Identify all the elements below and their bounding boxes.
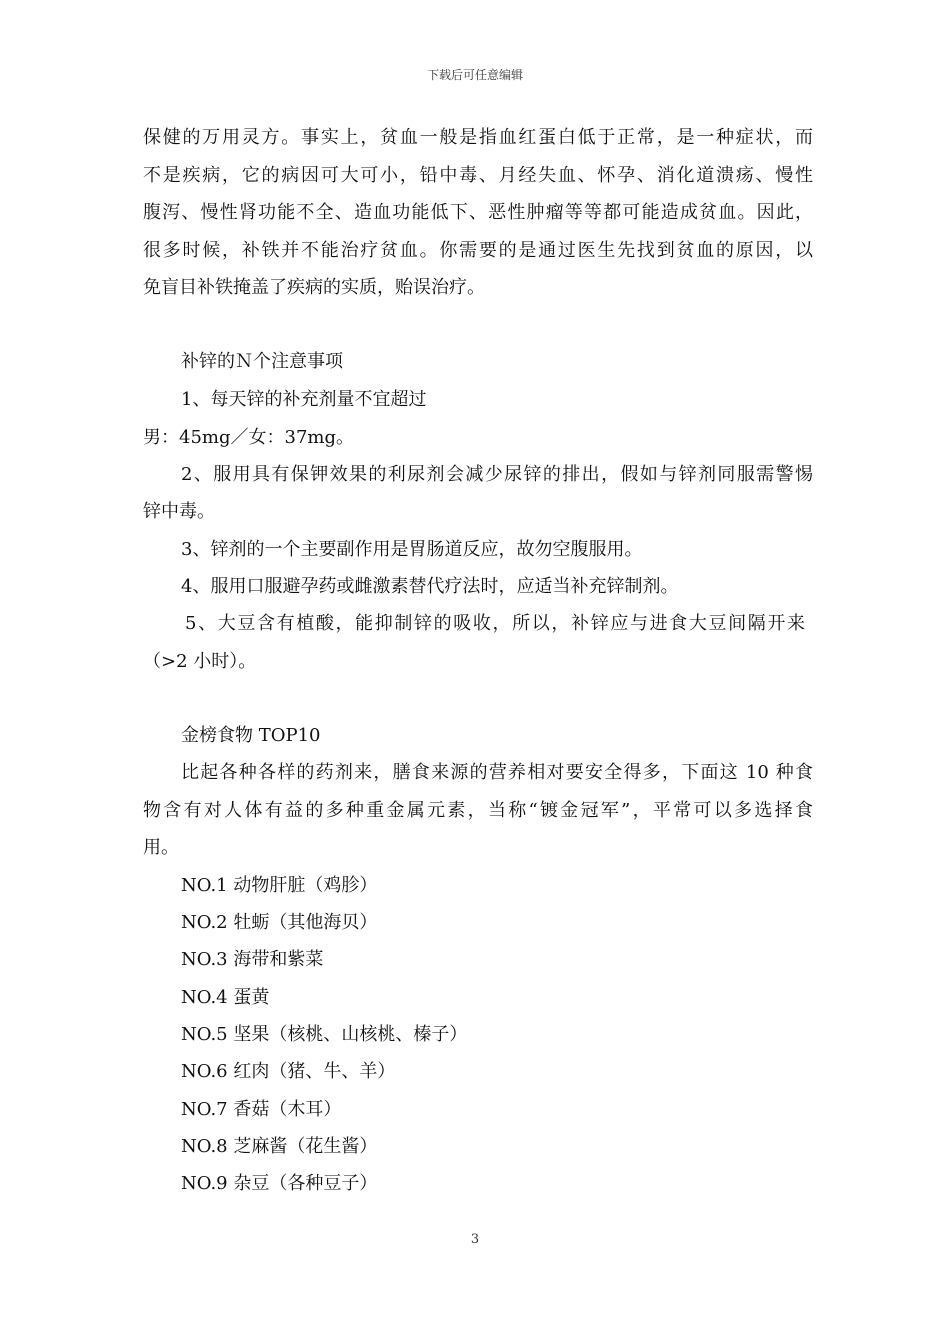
- foods-intro-line: 物含有对人体有益的多种重金属元素，当称“镀金冠军”，平常可以多选择食: [143, 800, 813, 821]
- food-item: NO.5 坚果（核桃、山核桃、榛子）: [181, 1024, 468, 1045]
- zinc-item-5-cont: （>2 小时）。: [143, 651, 257, 672]
- paragraph-line: 保健的万用灵方。事实上，贫血一般是指血红蛋白低于正常，是一种症状，而: [143, 127, 813, 148]
- page-number: 3: [470, 1232, 480, 1247]
- zinc-item-2-cont: 锌中毒。: [143, 501, 215, 522]
- zinc-item-1: 1、每天锌的补充剂量不宜超过: [181, 389, 427, 410]
- paragraph-line: 腹泻、慢性肾功能不全、造血功能低下、恶性肿瘤等等都可能造成贫血。因此，: [143, 202, 813, 223]
- foods-intro-line: 比起各种各样的药剂来，膳食来源的营养相对要安全得多，下面这 10 种食: [181, 762, 813, 783]
- zinc-item-2: 2、服用具有保钾效果的利尿剂会减少尿锌的排出，假如与锌剂同服需警惕: [181, 464, 813, 485]
- food-item: NO.2 牡蛎（其他海贝）: [181, 912, 378, 933]
- food-item: NO.7 香菇（木耳）: [181, 1099, 342, 1120]
- food-item: NO.1 动物肝脏（鸡胗）: [181, 875, 378, 896]
- zinc-item-5: 5、大豆含有植酸，能抑制锌的吸收，所以，补锌应与进食大豆间隔开来: [185, 613, 805, 634]
- page-header: 下载后可任意编辑: [426, 68, 523, 82]
- section-heading-zinc: 补锌的Ｎ个注意事项: [181, 351, 343, 372]
- paragraph-line: 很多时候，补铁并不能治疗贫血。你需要的是通过医生先找到贫血的原因，以: [143, 240, 813, 261]
- zinc-item-3: 3、锌剂的一个主要副作用是胃肠道反应，故勿空腹服用。: [181, 539, 643, 560]
- food-item: NO.8 芝麻酱（花生酱）: [181, 1136, 378, 1157]
- food-item: NO.9 杂豆（各种豆子）: [181, 1173, 378, 1194]
- food-item: NO.3 海带和紫菜: [181, 949, 324, 970]
- paragraph-line: 不是疾病，它的病因可大可小，铅中毒、月经失血、怀孕、消化道溃疡、慢性: [143, 165, 813, 186]
- section-heading-foods: 金榜食物 TOP10: [181, 725, 321, 746]
- paragraph-line: 免盲目补铁掩盖了疾病的实质，贻误治疗。: [143, 277, 485, 298]
- food-item: NO.4 蛋黄: [181, 987, 270, 1008]
- zinc-item-1-detail: 男：45mg／女：37mg。: [143, 427, 354, 448]
- foods-intro-line: 用。: [143, 837, 179, 858]
- food-item: NO.6 红肉（猪、牛、羊）: [181, 1061, 396, 1082]
- zinc-item-4: 4、服用口服避孕药或雌激素替代疗法时，应适当补充锌制剂。: [181, 576, 679, 597]
